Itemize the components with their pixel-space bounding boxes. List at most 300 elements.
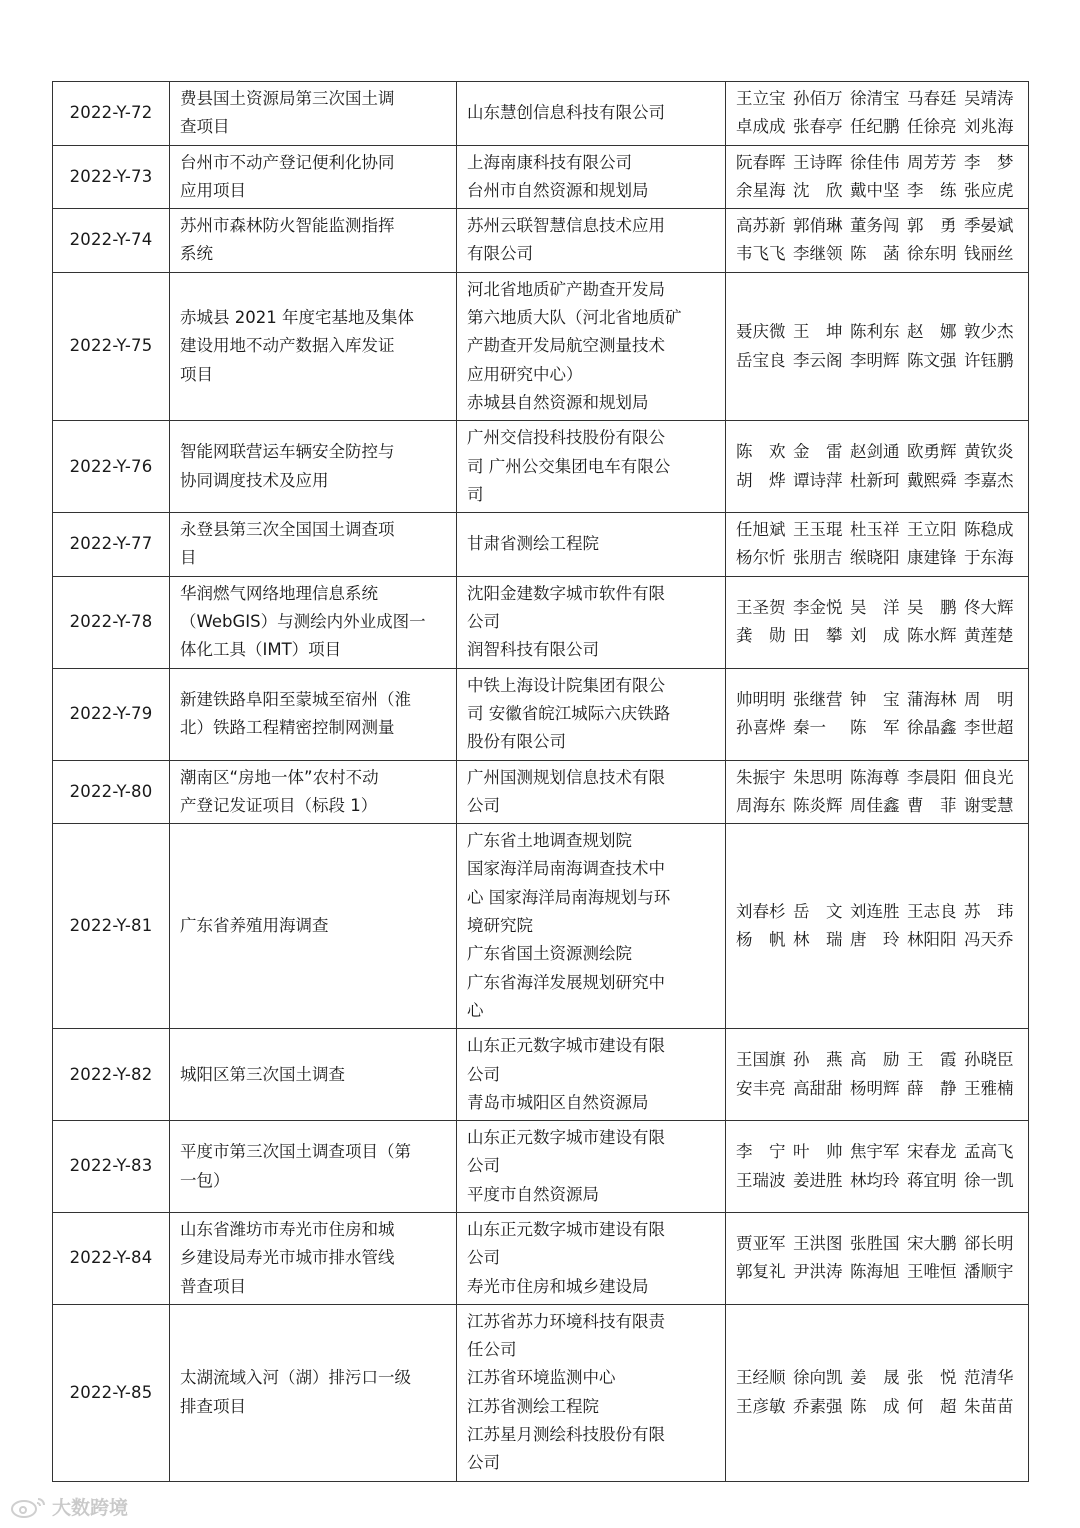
participant-name: 李晨阳 — [907, 767, 957, 787]
participant-name: 陈稳成 — [964, 520, 1014, 540]
participant-name: 王志良 — [907, 901, 957, 921]
organization-line: 司 安徽省皖江城际六庆铁路 — [467, 703, 671, 723]
organization-line: 苏州云联智慧信息技术应用 — [467, 216, 665, 236]
organization-line: 公司 — [467, 1156, 500, 1176]
project-name-line: 一包） — [180, 1170, 230, 1190]
participant-name: 于东海 — [964, 548, 1014, 568]
participant-name: 吴 洋 — [850, 597, 900, 617]
participant-name: 杨 帆 — [736, 930, 786, 950]
participant-name: 唐 玲 — [850, 930, 900, 950]
participants — [726, 82, 1029, 146]
project-name — [170, 82, 457, 146]
project-code: 2022-Y-79 — [53, 668, 170, 760]
table-row — [53, 513, 1029, 577]
participant-name: 尹洪涛 — [793, 1262, 843, 1282]
organization — [457, 824, 726, 1029]
organization-line: 心 — [467, 1000, 484, 1020]
participant-name: 徐佳伟 — [850, 152, 900, 172]
organization-line: 广东省国土资源测绘院 — [467, 944, 632, 964]
table-row — [53, 1304, 1029, 1481]
organization-line: 公司 — [467, 612, 500, 632]
project-name-line: 普查项目 — [180, 1276, 246, 1296]
participants-line — [736, 594, 1020, 622]
organization-line: 公司 — [467, 795, 500, 815]
organization — [457, 272, 726, 420]
project-name — [170, 145, 457, 209]
project-name — [170, 576, 457, 668]
participant-name: 徐一凯 — [964, 1170, 1014, 1190]
participants-line — [736, 467, 1020, 495]
organization-line: 股份有限公司 — [467, 732, 566, 752]
organization-line: 司 — [467, 484, 484, 504]
organization-line: 沈阳金建数字城市软件有限 — [467, 583, 665, 603]
participant-name: 孙喜烨 — [736, 718, 786, 738]
participants — [726, 513, 1029, 577]
organization-line: 润智科技有限公司 — [467, 640, 599, 660]
participants — [726, 1212, 1029, 1304]
participant-name: 陈 欢 — [736, 442, 786, 462]
participant-name: 王经顺 — [736, 1368, 786, 1388]
participants-line — [736, 686, 1020, 714]
project-name-line: 应用项目 — [180, 180, 246, 200]
participants-line — [736, 1364, 1020, 1392]
participant-name: 苏 玮 — [964, 901, 1014, 921]
project-name-line: 乡建设局寿光市城市排水管线 — [180, 1248, 395, 1268]
participant-name: 李 梦 — [964, 152, 1014, 172]
participant-name: 黄莲楚 — [964, 626, 1014, 646]
organization — [457, 1029, 726, 1121]
project-name-line: 系统 — [180, 244, 213, 264]
project-code: 2022-Y-83 — [53, 1121, 170, 1213]
participants — [726, 576, 1029, 668]
participant-name: 阮春晖 — [736, 152, 786, 172]
organization-line: 青岛市城阳区自然资源局 — [467, 1092, 649, 1112]
participant-name: 秦一 — [793, 718, 826, 738]
project-code: 2022-Y-73 — [53, 145, 170, 209]
project-name — [170, 824, 457, 1029]
table-row — [53, 145, 1029, 209]
organization-line: 公司 — [467, 1248, 500, 1268]
organization — [457, 1304, 726, 1481]
participant-name: 龚 勋 — [736, 626, 786, 646]
participant-name: 郭俏琳 — [793, 216, 843, 236]
participant-name: 朱思明 — [793, 767, 843, 787]
participant-name: 吴 鹏 — [907, 597, 957, 617]
participant-name: 佟大辉 — [964, 597, 1014, 617]
participants-line — [736, 347, 1020, 375]
participant-name: 陈海尊 — [850, 767, 900, 787]
participant-name: 王圣贺 — [736, 597, 786, 617]
organization-line: 江苏省环境监测中心 — [467, 1368, 616, 1388]
participant-name: 赵 娜 — [907, 322, 957, 342]
project-name-line: 体化工具（IMT）项目 — [180, 640, 342, 660]
participant-name: 郤长明 — [964, 1234, 1014, 1254]
participant-name: 蒲海林 — [907, 689, 957, 709]
participant-name: 林阳阳 — [907, 930, 957, 950]
participants-line — [736, 1230, 1020, 1258]
participant-name: 戴中坚 — [850, 180, 900, 200]
participant-name: 田 攀 — [793, 626, 843, 646]
participant-name: 杜新珂 — [850, 470, 900, 490]
participants-line — [736, 212, 1020, 240]
participants-line — [736, 1258, 1020, 1286]
project-name — [170, 1304, 457, 1481]
project-code: 2022-Y-74 — [53, 209, 170, 273]
participant-name: 谭诗萍 — [793, 470, 843, 490]
participant-name: 赵剑通 — [850, 442, 900, 462]
organization-line: 第六地质大队（河北省地质矿 — [467, 308, 682, 328]
participant-name: 徐东明 — [907, 244, 957, 264]
participant-name: 周佳鑫 — [850, 795, 900, 815]
organization-line: 公司 — [467, 1064, 500, 1084]
participant-name: 王玉琨 — [793, 520, 843, 540]
table-row — [53, 209, 1029, 273]
project-code: 2022-Y-78 — [53, 576, 170, 668]
participants-line — [736, 1167, 1020, 1195]
participant-name: 陈炎辉 — [793, 795, 843, 815]
participant-name: 朱振宇 — [736, 767, 786, 787]
project-name — [170, 209, 457, 273]
participant-name: 刘春杉 — [736, 901, 786, 921]
participants-line — [736, 764, 1020, 792]
participants-line — [736, 544, 1020, 572]
participant-name: 林均玲 — [850, 1170, 900, 1190]
participants-line — [736, 149, 1020, 177]
organization — [457, 1121, 726, 1213]
participant-name: 潘顺宇 — [964, 1262, 1014, 1282]
participant-name: 李金悦 — [793, 597, 843, 617]
award-table-body — [53, 82, 1029, 1482]
participant-name: 王国旗 — [736, 1050, 786, 1070]
participant-name: 王唯恒 — [907, 1262, 957, 1282]
project-code: 2022-Y-76 — [53, 421, 170, 513]
participant-name: 欧勇辉 — [907, 442, 957, 462]
project-code: 2022-Y-72 — [53, 82, 170, 146]
project-name — [170, 421, 457, 513]
participant-name: 何 超 — [907, 1396, 957, 1416]
participant-name: 孙 燕 — [793, 1050, 843, 1070]
project-name-line: 智能网联营运车辆安全防控与 — [180, 442, 395, 462]
project-code: 2022-Y-82 — [53, 1029, 170, 1121]
organization-line: 山东正元数字城市建设有限 — [467, 1219, 665, 1239]
participant-name: 张继营 — [793, 689, 843, 709]
project-name-line: 排查项目 — [180, 1396, 246, 1416]
project-name-line: 产登记发证项目（标段 1） — [180, 795, 378, 815]
participant-name: 佃良光 — [964, 767, 1014, 787]
organization-line: 山东慧创信息科技有限公司 — [467, 103, 665, 123]
table-row — [53, 272, 1029, 420]
project-code: 2022-Y-75 — [53, 272, 170, 420]
participants-line — [736, 1046, 1020, 1074]
participant-name: 马春廷 — [907, 89, 957, 108]
participants — [726, 1304, 1029, 1481]
participant-name: 李世超 — [964, 718, 1014, 738]
organization-line: 江苏星月测绘科技股份有限 — [467, 1425, 665, 1445]
participants-line — [736, 516, 1020, 544]
project-name-line: 赤城县 2021 年度宅基地及集体 — [180, 308, 414, 328]
participants-line — [736, 85, 1020, 113]
participant-name: 帅明明 — [736, 689, 786, 709]
participant-name: 宋春龙 — [907, 1142, 957, 1162]
organization-line: 山东正元数字城市建设有限 — [467, 1036, 665, 1056]
participant-name: 聂庆微 — [736, 322, 786, 342]
participant-name: 蒋宜明 — [907, 1170, 957, 1190]
organization-line: 江苏省苏力环境科技有限责 — [467, 1311, 665, 1331]
project-name-line: 协同调度技术及应用 — [180, 470, 329, 490]
table-row — [53, 1029, 1029, 1121]
project-code: 2022-Y-81 — [53, 824, 170, 1029]
participant-name: 高苏新 — [736, 216, 786, 236]
project-name-line: 山东省潍坊市寿光市住房和城 — [180, 1219, 395, 1239]
participants — [726, 1029, 1029, 1121]
participant-name: 吴靖涛 — [964, 89, 1014, 108]
project-name-line: 苏州市森林防火智能监测指挥 — [180, 216, 395, 236]
organization-line: 山东正元数字城市建设有限 — [467, 1128, 665, 1148]
participant-name: 韦飞飞 — [736, 244, 786, 264]
participant-name: 姜进胜 — [793, 1170, 843, 1190]
organization — [457, 209, 726, 273]
organization-line: 台州市自然资源和规划局 — [467, 180, 649, 200]
project-name — [170, 1121, 457, 1213]
participant-name: 卓成成 — [736, 117, 786, 137]
watermark-text: 大数跨境 — [52, 1497, 129, 1519]
participant-name: 金 雷 — [793, 442, 843, 462]
participant-name: 董务闯 — [850, 216, 900, 236]
participants-line — [736, 1138, 1020, 1166]
participant-name: 贾亚军 — [736, 1234, 786, 1254]
participant-name: 李明辉 — [850, 350, 900, 370]
participant-name: 任旭斌 — [736, 520, 786, 540]
participant-name: 王立宝 — [736, 89, 786, 108]
participant-name: 钱丽丝 — [964, 244, 1014, 264]
participants-line — [736, 438, 1020, 466]
project-name — [170, 513, 457, 577]
project-name-line: 永登县第三次全国国土调查项 — [180, 520, 395, 540]
organization-line: 甘肃省测绘工程院 — [467, 534, 599, 554]
table-row — [53, 668, 1029, 760]
participant-name: 敦少杰 — [964, 322, 1014, 342]
participant-name: 任纪鹏 — [850, 117, 900, 137]
participants-line — [736, 792, 1020, 820]
participant-name: 王 坤 — [793, 322, 843, 342]
participants — [726, 209, 1029, 273]
participant-name: 王瑞波 — [736, 1170, 786, 1190]
organization-line: 任公司 — [467, 1340, 517, 1360]
organization-line: 河北省地质矿产勘查开发局 — [467, 279, 665, 299]
participant-name: 李继领 — [793, 244, 843, 264]
project-code: 2022-Y-85 — [53, 1304, 170, 1481]
participant-name: 李云阁 — [793, 350, 843, 370]
organization-line: 司 广州公交集团电车有限公 — [467, 456, 671, 476]
participant-name: 康建锋 — [907, 548, 957, 568]
participant-name: 王 霞 — [907, 1050, 957, 1070]
participant-name: 杜玉祥 — [850, 520, 900, 540]
organization-line: 上海南康科技有限公司 — [467, 152, 632, 172]
organization-line: 产勘查开发局航空测量技术 — [467, 336, 665, 356]
participant-name: 陈 军 — [850, 718, 900, 738]
table-row — [53, 1212, 1029, 1304]
participant-name: 张春亭 — [793, 117, 843, 137]
project-name-line: 费县国土资源局第三次国土调 — [180, 89, 395, 108]
participant-name: 陈利东 — [850, 322, 900, 342]
project-name-line: 查项目 — [180, 117, 230, 137]
organization — [457, 760, 726, 824]
participant-name: 张胜国 — [850, 1234, 900, 1254]
participant-name: 周 明 — [964, 689, 1014, 709]
participant-name: 钟 宝 — [850, 689, 900, 709]
organization-line: 有限公司 — [467, 244, 533, 264]
table-row — [53, 824, 1029, 1029]
project-name-line: 平度市第三次国土调查项目（第 — [180, 1142, 411, 1162]
organization-line: 广州国测规划信息技术有限 — [467, 767, 665, 787]
organization — [457, 1212, 726, 1304]
participant-name: 李嘉杰 — [964, 470, 1014, 490]
participants-line — [736, 622, 1020, 650]
project-name-line: 华润燃气网络地理信息系统 — [180, 583, 378, 603]
participant-name: 薛 静 — [907, 1078, 957, 1098]
participant-name: 徐晶鑫 — [907, 718, 957, 738]
project-name-line: 建设用地不动产数据入库发证 — [180, 336, 395, 356]
participant-name: 徐清宝 — [850, 89, 900, 108]
organization-line: 心 国家海洋局南海规划与环 — [467, 887, 671, 907]
participant-name: 陈水辉 — [907, 626, 957, 646]
participant-name: 乔素强 — [793, 1396, 843, 1416]
participant-name: 王雅楠 — [964, 1078, 1014, 1098]
participant-name: 谢雯慧 — [964, 795, 1014, 815]
award-table — [52, 81, 1029, 1482]
organization-line: 寿光市住房和城乡建设局 — [467, 1276, 649, 1296]
organization-line: 江苏省测绘工程院 — [467, 1396, 599, 1416]
project-code: 2022-Y-84 — [53, 1212, 170, 1304]
participant-name: 刘 成 — [850, 626, 900, 646]
participant-name: 宋大鹏 — [907, 1234, 957, 1254]
project-name-line: 目 — [180, 548, 197, 568]
table-row — [53, 421, 1029, 513]
organization — [457, 421, 726, 513]
participants — [726, 668, 1029, 760]
participant-name: 黄钦炎 — [964, 442, 1014, 462]
participant-name: 焦宇军 — [850, 1142, 900, 1162]
participant-name: 姜 晟 — [850, 1368, 900, 1388]
participant-name: 胡 烨 — [736, 470, 786, 490]
organization-line: 国家海洋局南海调查技术中 — [467, 859, 665, 879]
participant-name: 徐向凯 — [793, 1368, 843, 1388]
table-row — [53, 760, 1029, 824]
participant-name: 刘兆海 — [964, 117, 1014, 137]
participant-name: 陈 成 — [850, 1396, 900, 1416]
participants-line — [736, 714, 1020, 742]
participant-name: 任徐亮 — [907, 117, 957, 137]
participant-name: 戴熙舜 — [907, 470, 957, 490]
table-row — [53, 82, 1029, 146]
participants — [726, 824, 1029, 1029]
organization-line: 应用研究中心） — [467, 364, 583, 384]
participant-name: 孙晓臣 — [964, 1050, 1014, 1070]
project-name-line: 潮南区“房地一体”农村不动 — [180, 767, 379, 787]
participant-name: 张应虎 — [964, 180, 1014, 200]
participants-line — [736, 1075, 1020, 1103]
organization — [457, 668, 726, 760]
participant-name: 郭 勇 — [907, 216, 957, 236]
participant-name: 冯天乔 — [964, 930, 1014, 950]
participants — [726, 760, 1029, 824]
table-row — [53, 576, 1029, 668]
participant-name: 陈海旭 — [850, 1262, 900, 1282]
participant-name: 高甜甜 — [793, 1078, 843, 1098]
participants-line — [736, 926, 1020, 954]
participant-name: 岳 文 — [793, 901, 843, 921]
weibo-icon — [10, 1495, 48, 1519]
organization — [457, 576, 726, 668]
project-code: 2022-Y-77 — [53, 513, 170, 577]
organization — [457, 513, 726, 577]
participant-name: 王立阳 — [907, 520, 957, 540]
participants — [726, 1121, 1029, 1213]
project-name-line: 广东省养殖用海调查 — [180, 916, 329, 936]
participant-name: 张 悦 — [907, 1368, 957, 1388]
participants-line — [736, 1393, 1020, 1421]
organization-line: 广东省海洋发展规划研究中 — [467, 972, 665, 992]
participants-line — [736, 318, 1020, 346]
participant-name: 周海东 — [736, 795, 786, 815]
project-name — [170, 668, 457, 760]
organization-line: 广东省土地调查规划院 — [467, 831, 632, 851]
project-code: 2022-Y-80 — [53, 760, 170, 824]
participant-name: 季晏斌 — [964, 216, 1014, 236]
participants-line — [736, 177, 1020, 205]
participant-name: 孟高飞 — [964, 1142, 1014, 1162]
table-row — [53, 1121, 1029, 1213]
participant-name: 李 练 — [907, 180, 957, 200]
participant-name: 孙佰万 — [793, 89, 843, 108]
participant-name: 杨尔忻 — [736, 548, 786, 568]
participant-name: 王洪图 — [793, 1234, 843, 1254]
organization — [457, 82, 726, 146]
project-name — [170, 1029, 457, 1121]
project-name-line: 台州市不动产登记便利化协同 — [180, 152, 395, 172]
participant-name: 缑晓阳 — [850, 548, 900, 568]
participant-name: 王诗晖 — [793, 152, 843, 172]
organization-line: 境研究院 — [467, 916, 533, 936]
project-name — [170, 272, 457, 420]
organization-line: 广州交信投科技股份有限公 — [467, 428, 665, 448]
participant-name: 杨明辉 — [850, 1078, 900, 1098]
participant-name: 朱苗苗 — [964, 1396, 1014, 1416]
project-name-line: （WebGIS）与测绘内外业成图一 — [180, 612, 426, 632]
watermark — [10, 1493, 128, 1520]
project-name-line: 北）铁路工程精密控制网测量 — [180, 718, 395, 738]
participant-name: 周芳芳 — [907, 152, 957, 172]
participant-name: 王彦敏 — [736, 1396, 786, 1416]
participant-name: 岳宝良 — [736, 350, 786, 370]
participant-name: 高 励 — [850, 1050, 900, 1070]
project-name — [170, 1212, 457, 1304]
participant-name: 陈 菡 — [850, 244, 900, 264]
participant-name: 陈文强 — [907, 350, 957, 370]
participant-name: 沈 欣 — [793, 180, 843, 200]
participant-name: 李 宁 — [736, 1142, 786, 1162]
organization — [457, 145, 726, 209]
participant-name: 范清华 — [964, 1368, 1014, 1388]
project-name-line: 项目 — [180, 364, 213, 384]
participant-name: 曹 菲 — [907, 795, 957, 815]
participant-name: 郭复礼 — [736, 1262, 786, 1282]
organization-line: 公司 — [467, 1453, 500, 1473]
participant-name: 张朋吉 — [793, 548, 843, 568]
participants-line — [736, 113, 1020, 141]
participant-name: 林 瑞 — [793, 930, 843, 950]
participant-name: 余星海 — [736, 180, 786, 200]
